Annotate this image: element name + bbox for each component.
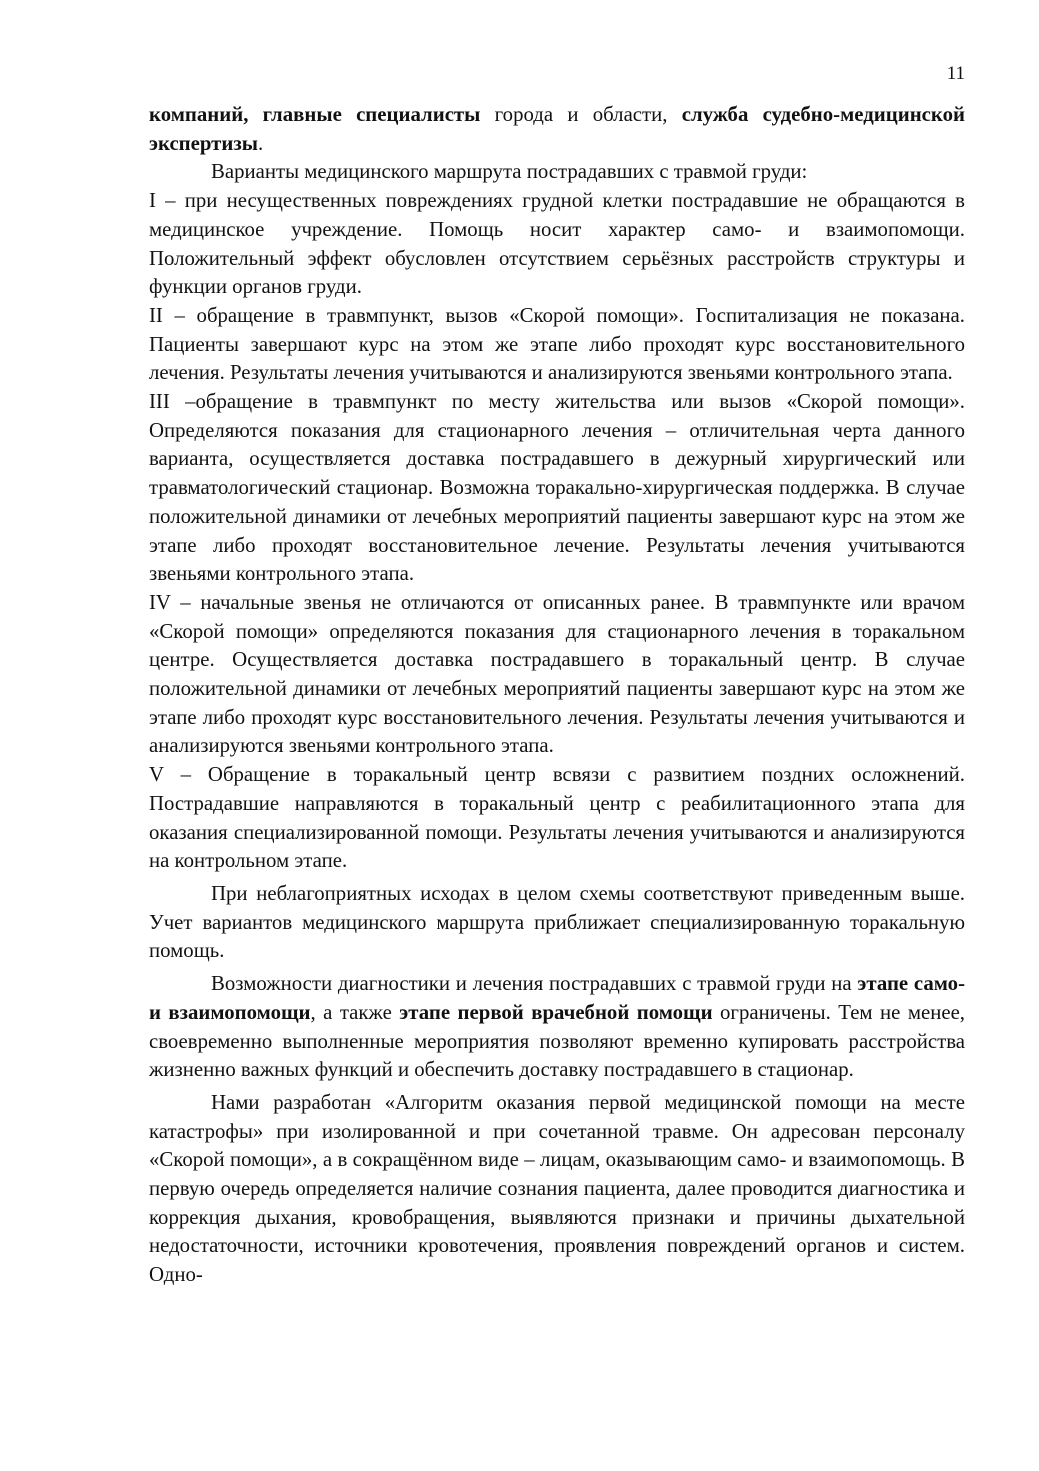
text-run: Нами разработан «Алгоритм оказания первой медицинской помощи на месте катастрофы» при изолированной и при сочетанной травме. Он адресован персоналу «Скорой помощи», а в сокращённом виде – лицам, оказывающим само- и взаимопомощь. В первую очередь определяется наличие сознания пациента, далее проводится диагностика и коррекция дыхания, кровобращения, выявляются признаки и причины дыхательной недостаточности, источники кровотечения, проявления повреждений органов и систем. Одно- <box>149 1090 965 1287</box>
paragraph <box>149 187 965 302</box>
text-run: , а также <box>310 1000 400 1024</box>
bold-text-run: этапе первой врачебной помощи <box>399 1000 713 1024</box>
text-run: города и области, <box>480 103 682 126</box>
text-run: . <box>257 131 264 155</box>
text-run: I – при несущественных повреждениях грудной клетки пострадавшие не обращаются в медицинское учреждение. Помощь носит характер само- и взаимопомощи. Положительный эффект обусловлен отсутствием серьёзных расстройств структуры и функции органов груди. <box>149 189 965 299</box>
text-run: Варианты медицинского маршрута пострадавших с травмой груди: <box>211 160 808 184</box>
body-text <box>149 101 965 1290</box>
text-run: II – обращение в травмпункт, вызов «Скорой помощи». Госпитализация не показана. Пациенты завершают курс на этом же этапе либо проходят курс восстановительного лечения. Результаты лечения учитываются и анализируются звеньями контрольного этапа. <box>149 303 965 385</box>
paragraph <box>149 880 965 966</box>
bold-text-run: служба судебно-медицинской экспертизы <box>149 103 965 155</box>
paragraph <box>149 101 965 158</box>
text-run: При неблагоприятных исходах в целом схемы соответствуют приведенным выше. Учет вариантов медицинского маршрута приближает специализированную торакальную помощь. <box>149 881 965 963</box>
text-run: ограничены. Тем не менее, своевременно выполненные мероприятия позволяют временно купировать расстройства жизненно важных функций и обеспечить доставку пострадавшего в стационар. <box>149 1000 966 1082</box>
bold-text-run: этапе само- и взаимопомощи <box>149 972 965 1024</box>
text-run: Возможности диагностики и лечения пострадавших с травмой груди на <box>211 972 858 996</box>
paragraph <box>149 761 965 876</box>
bold-text-run: компаний, главные специалисты <box>149 103 481 126</box>
page-number: 11 <box>946 63 965 84</box>
text-run: V – Обращение в торакальный центр всвязи с развитием поздних осложнений. Пострадавшие направляются в торакальный центр с реабилитационного этапа для оказания специализированной помощи. Результаты лечения учитываются и анализируются на контрольном этапе. <box>149 763 965 873</box>
paragraph <box>149 1089 965 1290</box>
paragraph <box>149 589 965 761</box>
paragraph <box>149 158 965 187</box>
paragraph <box>149 302 965 388</box>
paragraph <box>149 388 965 589</box>
text-run: III –обращение в травмпункт по месту жительства или вызов «Скорой помощи». Определяются показания для стационарного лечения – отличительная черта данного варианта, осуществляется доставка пострадавшего в дежурный хирургический или травматологический стационар. Возможна торакально-хирургическая поддержка. В случае положительной динамики от лечебных мероприятий пациенты завершают курс на этом же этапе либо проходят восстановительное лечение. Результаты лечения учитываются звеньями контрольного этапа. <box>149 390 965 586</box>
text-run: IV – начальные звенья не отличаются от описанных ранее. В травмпункте или врачом «Скорой помощи» определяются показания для стационарного лечения в торакальном центре. Осуществляется доставка пострадавшего в торакальный центр. В случае положительной динамики от лечебных мероприятий пациенты завершают курс на этом же этапе либо проходят курс восстановительного лечения. Результаты лечения учитываются и анализируются звеньями контрольного этапа. <box>149 590 965 758</box>
paragraph <box>149 970 965 1085</box>
